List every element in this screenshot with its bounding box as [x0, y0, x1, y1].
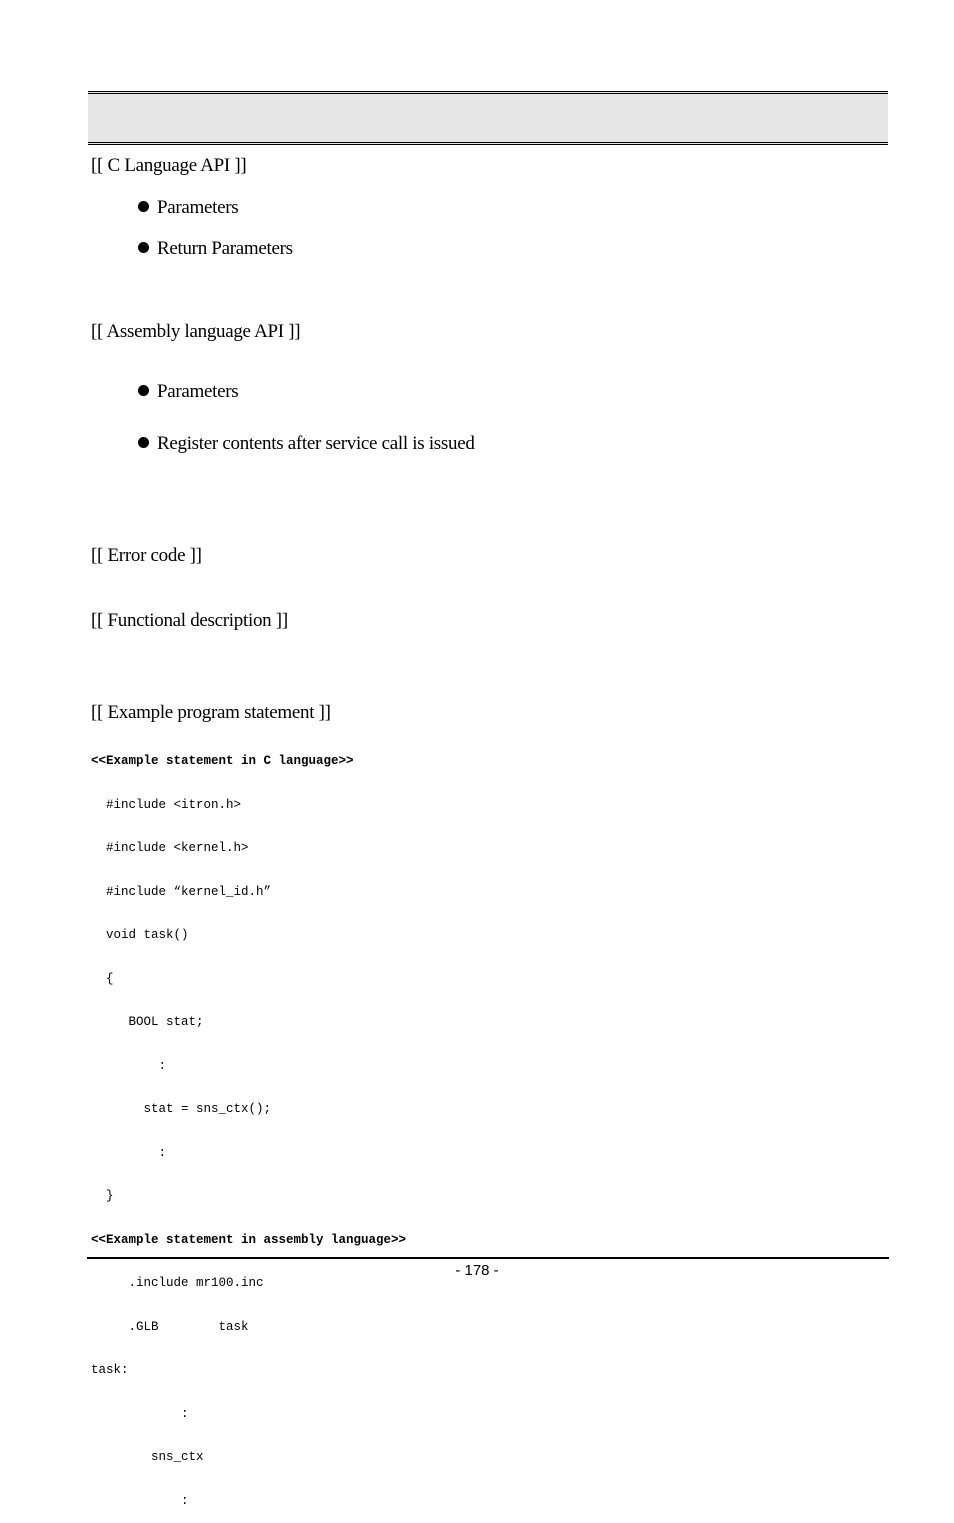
bullet-asm-parameters: [138, 381, 238, 403]
bullet-asm-register-contents: [138, 433, 475, 455]
bullet-c-parameters: [138, 197, 238, 219]
code-line: .include mr100.inc: [91, 1276, 264, 1290]
code-line: task:: [91, 1363, 129, 1377]
page-number: - 178 -: [455, 1262, 499, 1279]
bullet-label: Register contents after service call is issued: [157, 433, 475, 454]
heading-functional-description: [[ Functional description ]]: [91, 610, 288, 631]
footer-rule: [87, 1257, 889, 1259]
heading-example-program: [[ Example program statement ]]: [91, 702, 331, 723]
code-line: #include “kernel_id.h”: [91, 884, 272, 899]
code-line: .GLB task: [91, 1319, 249, 1334]
section-title-band: [88, 91, 888, 145]
code-line: {: [91, 971, 114, 986]
heading-c-language-api: [[ C Language API ]]: [91, 155, 247, 176]
code-line: :: [91, 1145, 167, 1160]
code-line: sns_ctx: [91, 1450, 204, 1464]
code-line: #include <kernel.h>: [91, 841, 249, 855]
code-line: }: [91, 1189, 114, 1203]
code-line: BOOL stat;: [91, 1015, 204, 1029]
heading-error-code: [[ Error code ]]: [91, 545, 202, 566]
code-line: :: [91, 1406, 189, 1421]
bullet-dot-icon: [138, 385, 149, 396]
bullet-dot-icon: [138, 242, 149, 253]
code-line: #include <itron.h>: [91, 797, 242, 812]
example-code-block: [91, 725, 406, 1523]
code-line: void task(): [91, 928, 189, 942]
bullet-dot-icon: [138, 437, 149, 448]
bullet-c-return-parameters: [138, 238, 293, 260]
code-caption-assembly: <<Example statement in assembly language>>: [91, 1232, 407, 1247]
code-line: :: [91, 1493, 189, 1508]
bullet-label: Parameters: [157, 381, 239, 402]
heading-assembly-language-api: [[ Assembly language API ]]: [91, 321, 301, 342]
bullet-dot-icon: [138, 201, 149, 212]
code-line: :: [91, 1058, 167, 1073]
bullet-label: Return Parameters: [157, 238, 293, 259]
code-caption-c: <<Example statement in C language>>: [91, 754, 354, 768]
bullet-label: Parameters: [157, 197, 239, 218]
code-line: stat = sns_ctx();: [91, 1102, 272, 1116]
